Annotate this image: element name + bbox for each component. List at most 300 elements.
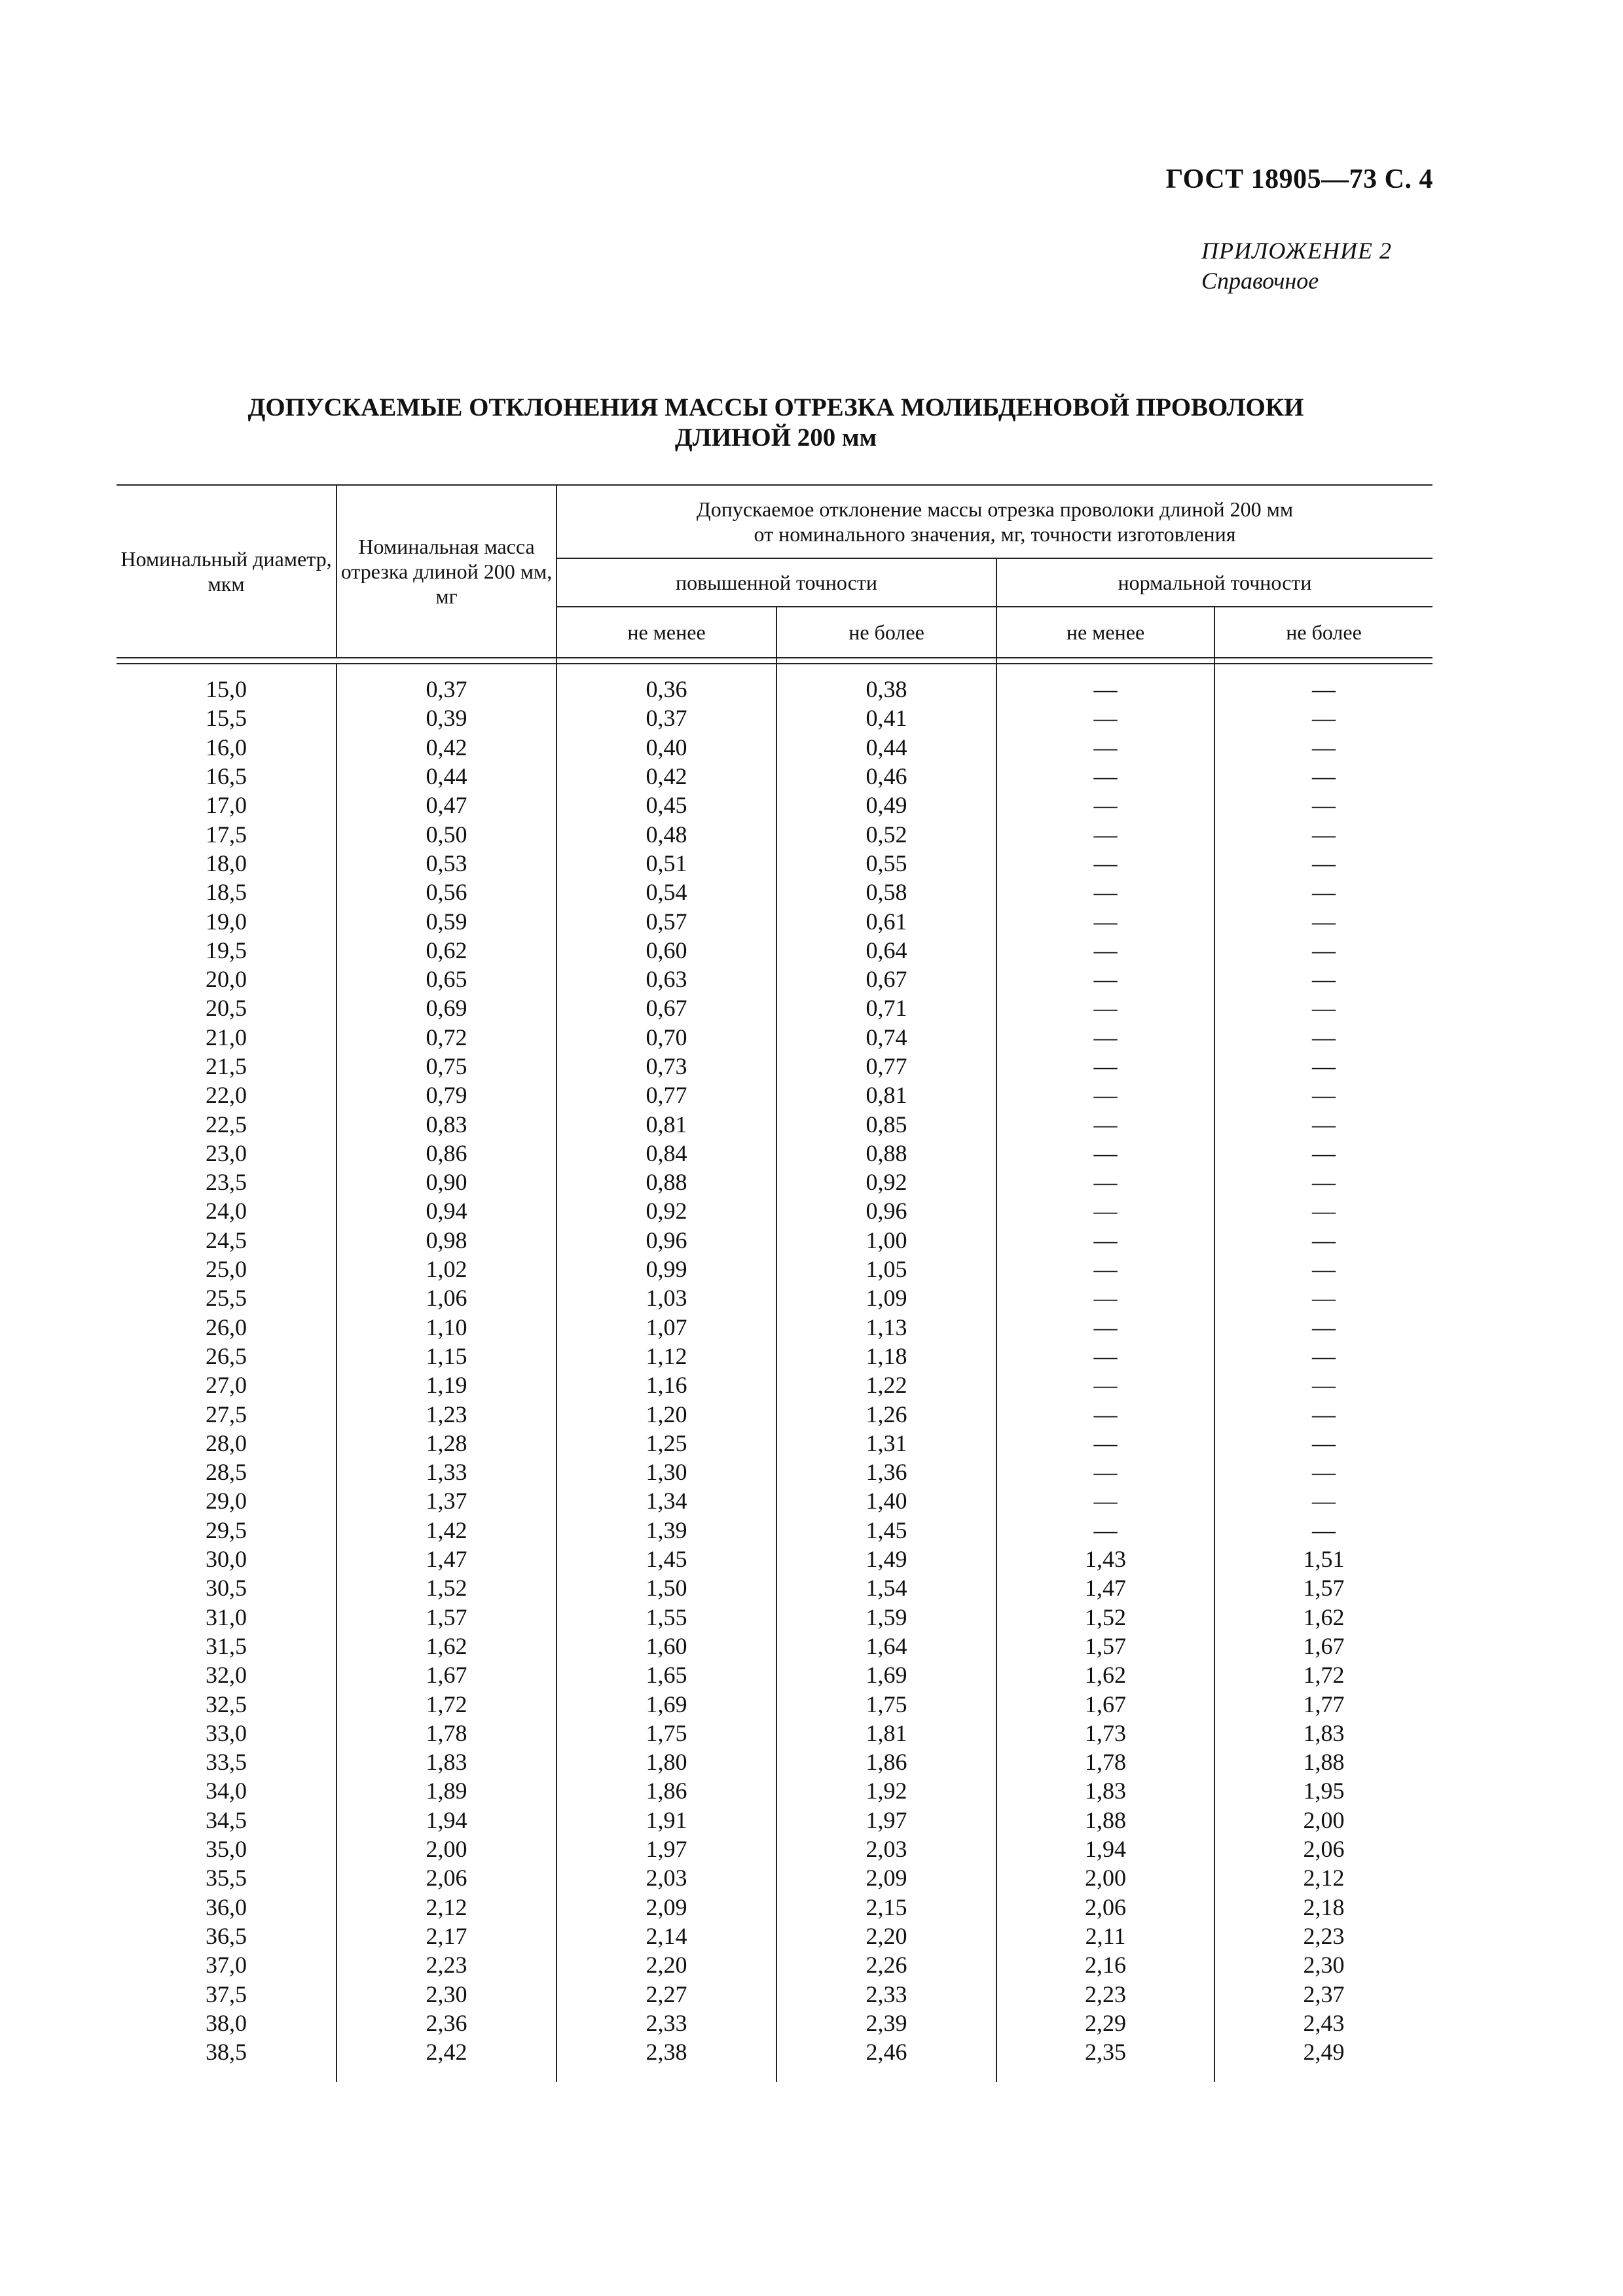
cell-normal-max: 1,72 (1214, 1660, 1432, 1689)
cell-nominal-mass: 1,42 (337, 1516, 556, 1545)
cell-diameter: 25,0 (206, 1256, 247, 1283)
cell-normal-max: — (1214, 1399, 1432, 1428)
cell-high-min: 1,50 (556, 1573, 776, 1602)
cell-diameter: 36,0 (206, 1893, 247, 1920)
deviation-table-wrap (117, 484, 1432, 2082)
cell-normal-min: 1,43 (996, 1545, 1214, 1573)
cell-normal-min: — (996, 1313, 1214, 1342)
cell-nominal-mass: 0,53 (337, 849, 556, 878)
spacer-cell (556, 2066, 776, 2082)
cell-normal-min: — (996, 819, 1214, 848)
table-row (117, 1109, 1432, 1138)
cell-diameter: 29,5 (206, 1516, 247, 1543)
cell-diameter: 38,5 (206, 2039, 247, 2066)
table-row (117, 762, 1432, 791)
cell-normal-max: 1,95 (1214, 1776, 1432, 1805)
cell-diameter: 26,5 (206, 1342, 247, 1369)
cell-high-max: 1,45 (776, 1516, 996, 1545)
cell-normal-min: — (996, 1399, 1214, 1428)
table-row (117, 1632, 1432, 1660)
cell-high-min: 1,60 (556, 1632, 776, 1660)
cell-high-min: 0,48 (556, 819, 776, 848)
header-deviation-line2: от номинального значения, мг, точности изготовления (754, 522, 1236, 546)
table-row (117, 1603, 1432, 1632)
cell-high-min: 2,03 (556, 1863, 776, 1892)
cell-high-min: 1,80 (556, 1748, 776, 1776)
cell-normal-min: 1,73 (996, 1719, 1214, 1748)
table-title-line2: ДЛИНОЙ 200 мм (674, 423, 877, 452)
cell-nominal-mass: 1,62 (337, 1632, 556, 1660)
spacer-cell (996, 2066, 1214, 2082)
appendix-kind: Справочное (1201, 268, 1319, 294)
cell-diameter: 21,0 (206, 1024, 247, 1050)
table-row (117, 1023, 1432, 1052)
cell-normal-max: — (1214, 994, 1432, 1022)
cell-diameter: 33,5 (206, 1749, 247, 1776)
cell-nominal-mass: 2,36 (337, 2009, 556, 2037)
cell-high-max: 0,81 (776, 1081, 996, 1109)
cell-high-min: 2,14 (556, 1922, 776, 1950)
cell-high-max: 0,77 (776, 1052, 996, 1081)
cell-high-max: 2,09 (776, 1863, 996, 1892)
cell-nominal-mass: 1,02 (337, 1255, 556, 1283)
cell-normal-max: 2,06 (1214, 1835, 1432, 1863)
table-row (117, 1283, 1432, 1312)
table-row (117, 1776, 1432, 1805)
cell-normal-max: — (1214, 791, 1432, 819)
cell-high-min: 1,12 (556, 1342, 776, 1371)
cell-normal-min: 1,57 (996, 1632, 1214, 1660)
cell-diameter: 23,5 (206, 1169, 247, 1196)
spacer-cell (556, 664, 776, 675)
table-row (117, 994, 1432, 1022)
cell-high-max: 1,00 (776, 1226, 996, 1255)
table-row (117, 733, 1432, 762)
cell-high-max: 0,49 (776, 791, 996, 819)
cell-nominal-mass: 0,65 (337, 965, 556, 994)
cell-high-max: 1,05 (776, 1255, 996, 1283)
cell-normal-max: 1,67 (1214, 1632, 1432, 1660)
cell-high-max: 0,96 (776, 1196, 996, 1225)
cell-high-max: 1,22 (776, 1371, 996, 1399)
cell-normal-min: — (996, 791, 1214, 819)
cell-diameter: 28,0 (206, 1429, 247, 1456)
cell-normal-max: — (1214, 733, 1432, 762)
cell-high-min: 0,67 (556, 994, 776, 1022)
table-row (117, 1052, 1432, 1081)
cell-high-min: 0,81 (556, 1109, 776, 1138)
cell-high-min: 1,75 (556, 1719, 776, 1748)
cell-diameter: 31,0 (206, 1604, 247, 1630)
cell-normal-max: 2,37 (1214, 1979, 1432, 2008)
cell-diameter: 20,5 (206, 995, 247, 1022)
separator-cell (996, 658, 1214, 664)
cell-diameter: 19,5 (206, 937, 247, 963)
cell-high-min: 0,36 (556, 675, 776, 704)
table-row (117, 1399, 1432, 1428)
cell-high-max: 1,81 (776, 1719, 996, 1748)
cell-normal-min: — (996, 1342, 1214, 1371)
cell-normal-max: — (1214, 1371, 1432, 1399)
cell-high-min: 0,37 (556, 704, 776, 732)
cell-normal-min: 2,29 (996, 2009, 1214, 2037)
cell-high-max: 0,55 (776, 849, 996, 878)
cell-nominal-mass: 0,56 (337, 878, 556, 906)
table-row (117, 1516, 1432, 1545)
table-row (117, 1255, 1432, 1283)
table-row (117, 1139, 1432, 1168)
cell-normal-max: — (1214, 1429, 1432, 1458)
cell-normal-min: — (996, 1081, 1214, 1109)
cell-high-max: 1,13 (776, 1313, 996, 1342)
table-row (117, 1748, 1432, 1776)
header-diameter: Номинальный диаметр, мкм (117, 485, 337, 658)
cell-high-max: 0,88 (776, 1139, 996, 1168)
spacer-cell (337, 2066, 556, 2082)
table-row (117, 1313, 1432, 1342)
cell-normal-max: — (1214, 1313, 1432, 1342)
cell-normal-min: — (996, 1255, 1214, 1283)
cell-diameter: 25,5 (206, 1285, 247, 1312)
cell-high-min: 0,42 (556, 762, 776, 791)
page-header: ГОСТ 18905—73 С. 4 (1165, 164, 1433, 194)
cell-normal-min: 2,11 (996, 1922, 1214, 1950)
cell-diameter: 15,5 (206, 705, 247, 732)
cell-normal-min: — (996, 849, 1214, 878)
cell-normal-min: — (996, 1023, 1214, 1052)
cell-nominal-mass: 0,75 (337, 1052, 556, 1081)
spacer-cell (117, 664, 337, 675)
cell-diameter: 17,0 (206, 792, 247, 819)
cell-high-min: 0,40 (556, 733, 776, 762)
cell-normal-min: 2,00 (996, 1863, 1214, 1892)
cell-high-max: 2,33 (776, 1979, 996, 2008)
table-row (117, 1168, 1432, 1196)
cell-high-min: 0,60 (556, 936, 776, 965)
cell-nominal-mass: 2,06 (337, 1863, 556, 1892)
cell-high-min: 1,39 (556, 1516, 776, 1545)
spacer-cell (1214, 664, 1432, 675)
cell-normal-min: — (996, 675, 1214, 704)
header-deviation-line1: Допускаемое отклонение массы отрезка проволоки длиной 200 мм (696, 497, 1294, 521)
cell-high-min: 1,91 (556, 1806, 776, 1835)
cell-normal-max: — (1214, 1255, 1432, 1283)
cell-normal-min: — (996, 1486, 1214, 1515)
table-row (117, 1835, 1432, 1863)
cell-normal-max: — (1214, 1023, 1432, 1052)
cell-normal-min: — (996, 965, 1214, 994)
cell-nominal-mass: 2,30 (337, 1979, 556, 2008)
cell-high-min: 1,07 (556, 1313, 776, 1342)
cell-high-min: 1,20 (556, 1399, 776, 1428)
cell-high-max: 1,86 (776, 1748, 996, 1776)
cell-nominal-mass: 1,78 (337, 1719, 556, 1748)
cell-high-max: 0,41 (776, 704, 996, 732)
cell-diameter: 37,0 (206, 1952, 247, 1979)
cell-normal-min: — (996, 936, 1214, 965)
cell-normal-min: — (996, 1371, 1214, 1399)
cell-normal-min: — (996, 994, 1214, 1022)
cell-normal-max: — (1214, 1283, 1432, 1312)
cell-high-min: 1,55 (556, 1603, 776, 1632)
cell-normal-max: — (1214, 878, 1432, 906)
spacer-cell (996, 664, 1214, 675)
cell-normal-max: 1,57 (1214, 1573, 1432, 1602)
cell-normal-min: 1,83 (996, 1776, 1214, 1805)
cell-normal-min: — (996, 1168, 1214, 1196)
cell-high-max: 0,58 (776, 878, 996, 906)
cell-diameter: 34,5 (206, 1806, 247, 1833)
cell-normal-max: — (1214, 906, 1432, 935)
cell-diameter: 16,0 (206, 734, 247, 761)
cell-normal-max: 2,43 (1214, 2009, 1432, 2037)
cell-normal-min: 2,16 (996, 1950, 1214, 1979)
cell-normal-max: — (1214, 1342, 1432, 1371)
cell-normal-min: 1,94 (996, 1835, 1214, 1863)
cell-high-max: 2,03 (776, 1835, 996, 1863)
cell-diameter: 22,0 (206, 1082, 247, 1109)
cell-diameter: 30,0 (206, 1546, 247, 1573)
cell-high-max: 0,44 (776, 733, 996, 762)
cell-high-min: 2,33 (556, 2009, 776, 2037)
table-row (117, 1806, 1432, 1835)
cell-high-min: 0,96 (556, 1226, 776, 1255)
table-row (117, 965, 1432, 994)
table-row (117, 2009, 1432, 2037)
cell-normal-min: — (996, 1139, 1214, 1168)
header-nominal-mass: Номинальная масса отрезка длиной 200 мм, мг (337, 485, 556, 658)
separator-left (117, 658, 556, 664)
cell-normal-max: — (1214, 1168, 1432, 1196)
header-normal-max: не более (1214, 607, 1432, 658)
cell-normal-max: — (1214, 849, 1432, 878)
cell-diameter: 19,0 (206, 908, 247, 935)
table-row (117, 675, 1432, 704)
cell-diameter: 22,5 (206, 1111, 247, 1138)
cell-nominal-mass: 1,94 (337, 1806, 556, 1835)
table-row (117, 791, 1432, 819)
header-high-min: не менее (556, 607, 776, 658)
cell-high-max: 1,18 (776, 1342, 996, 1371)
cell-diameter: 16,5 (206, 763, 247, 790)
cell-diameter: 18,0 (206, 850, 247, 876)
appendix-number: ПРИЛОЖЕНИЕ 2 (1201, 238, 1392, 264)
table-row (117, 1429, 1432, 1458)
table-spacer (117, 664, 1432, 675)
cell-normal-max: — (1214, 965, 1432, 994)
cell-nominal-mass: 2,12 (337, 1892, 556, 1921)
table-row (117, 1660, 1432, 1689)
cell-nominal-mass: 0,62 (337, 936, 556, 965)
table-row (117, 1922, 1432, 1950)
cell-normal-min: — (996, 762, 1214, 791)
cell-nominal-mass: 0,90 (337, 1168, 556, 1196)
cell-normal-max: — (1214, 1516, 1432, 1545)
cell-normal-min: 1,67 (996, 1689, 1214, 1718)
cell-high-max: 1,97 (776, 1806, 996, 1835)
table-row (117, 1689, 1432, 1718)
cell-normal-min: — (996, 906, 1214, 935)
cell-nominal-mass: 1,57 (337, 1603, 556, 1632)
cell-normal-max: 1,62 (1214, 1603, 1432, 1632)
cell-normal-max: — (1214, 936, 1432, 965)
cell-diameter: 35,0 (206, 1836, 247, 1863)
cell-nominal-mass: 0,69 (337, 994, 556, 1022)
cell-nominal-mass: 0,44 (337, 762, 556, 791)
cell-normal-min: 1,47 (996, 1573, 1214, 1602)
table-row (117, 849, 1432, 878)
header-normal-accuracy: нормальной точности (996, 558, 1432, 607)
cell-high-min: 2,27 (556, 1979, 776, 2008)
table-row (117, 1863, 1432, 1892)
cell-normal-min: — (996, 878, 1214, 906)
cell-diameter: 24,5 (206, 1227, 247, 1253)
cell-diameter: 27,5 (206, 1401, 247, 1427)
cell-normal-min: 2,06 (996, 1892, 1214, 1921)
cell-nominal-mass: 2,23 (337, 1950, 556, 1979)
appendix-label-block (1201, 236, 1392, 296)
cell-nominal-mass: 1,23 (337, 1399, 556, 1428)
cell-high-max: 1,92 (776, 1776, 996, 1805)
cell-high-max: 1,40 (776, 1486, 996, 1515)
cell-diameter: 15,0 (206, 676, 247, 703)
cell-nominal-mass: 1,28 (337, 1429, 556, 1458)
cell-normal-max: — (1214, 1226, 1432, 1255)
cell-high-min: 1,45 (556, 1545, 776, 1573)
table-row (117, 1892, 1432, 1921)
cell-normal-max: 2,00 (1214, 1806, 1432, 1835)
cell-diameter: 32,5 (206, 1691, 247, 1717)
cell-normal-max: — (1214, 1196, 1432, 1225)
header-high-accuracy: повышенной точности (556, 558, 996, 607)
cell-diameter: 36,5 (206, 1922, 247, 1949)
table-row (117, 1458, 1432, 1486)
table-row (117, 936, 1432, 965)
cell-high-max: 0,52 (776, 819, 996, 848)
cell-high-max: 0,71 (776, 994, 996, 1022)
cell-diameter: 31,5 (206, 1632, 247, 1659)
cell-nominal-mass: 1,19 (337, 1371, 556, 1399)
cell-nominal-mass: 0,86 (337, 1139, 556, 1168)
cell-nominal-mass: 0,59 (337, 906, 556, 935)
cell-high-max: 1,69 (776, 1660, 996, 1689)
cell-diameter: 28,5 (206, 1459, 247, 1486)
cell-normal-max: — (1214, 704, 1432, 732)
cell-high-min: 0,63 (556, 965, 776, 994)
cell-high-min: 1,86 (556, 1776, 776, 1805)
cell-normal-min: — (996, 1283, 1214, 1312)
cell-high-max: 1,54 (776, 1573, 996, 1602)
cell-diameter: 30,5 (206, 1575, 247, 1602)
cell-diameter: 34,0 (206, 1778, 247, 1804)
cell-nominal-mass: 1,83 (337, 1748, 556, 1776)
separator-cell (1214, 658, 1432, 664)
cell-normal-min: — (996, 1052, 1214, 1081)
cell-high-min: 0,51 (556, 849, 776, 878)
cell-high-max: 1,31 (776, 1429, 996, 1458)
cell-normal-max: — (1214, 1081, 1432, 1109)
cell-high-max: 0,46 (776, 762, 996, 791)
table-row (117, 1979, 1432, 2008)
cell-normal-max: — (1214, 1109, 1432, 1138)
cell-high-max: 1,09 (776, 1283, 996, 1312)
header-deviation (556, 485, 1432, 558)
cell-normal-min: — (996, 1226, 1214, 1255)
cell-diameter: 24,0 (206, 1198, 247, 1225)
cell-nominal-mass: 1,72 (337, 1689, 556, 1718)
cell-high-max: 0,92 (776, 1168, 996, 1196)
cell-normal-min: 1,88 (996, 1806, 1214, 1835)
cell-high-min: 1,97 (556, 1835, 776, 1863)
cell-high-max: 1,59 (776, 1603, 996, 1632)
cell-normal-max: — (1214, 675, 1432, 704)
cell-high-max: 1,36 (776, 1458, 996, 1486)
table-row (117, 1545, 1432, 1573)
cell-nominal-mass: 1,67 (337, 1660, 556, 1689)
cell-nominal-mass: 1,52 (337, 1573, 556, 1602)
cell-high-min: 1,69 (556, 1689, 776, 1718)
table-title-line1: ДОПУСКАЕМЫЕ ОТКЛОНЕНИЯ МАССЫ ОТРЕЗКА МОЛИБДЕНОВОЙ ПРОВОЛОКИ (247, 393, 1304, 422)
cell-high-max: 2,20 (776, 1922, 996, 1950)
cell-diameter: 32,0 (206, 1662, 247, 1689)
table-row (117, 1226, 1432, 1255)
table-row (117, 1950, 1432, 1979)
cell-high-min: 0,45 (556, 791, 776, 819)
cell-high-max: 2,39 (776, 2009, 996, 2037)
cell-high-min: 0,54 (556, 878, 776, 906)
spacer-cell (776, 2066, 996, 2082)
cell-high-min: 0,57 (556, 906, 776, 935)
cell-normal-max: 1,88 (1214, 1748, 1432, 1776)
separator-cell (776, 658, 996, 664)
spacer-cell (776, 664, 996, 675)
cell-high-max: 2,15 (776, 1892, 996, 1921)
cell-nominal-mass: 2,42 (337, 2037, 556, 2066)
header-high-max: не более (776, 607, 996, 658)
cell-normal-max: 2,12 (1214, 1863, 1432, 1892)
cell-diameter: 26,0 (206, 1314, 247, 1340)
cell-normal-min: 1,62 (996, 1660, 1214, 1689)
cell-normal-max: 1,77 (1214, 1689, 1432, 1718)
cell-normal-max: 2,30 (1214, 1950, 1432, 1979)
cell-high-min: 1,65 (556, 1660, 776, 1689)
cell-high-min: 2,20 (556, 1950, 776, 1979)
cell-nominal-mass: 1,47 (337, 1545, 556, 1573)
cell-normal-min: — (996, 1458, 1214, 1486)
cell-high-max: 0,67 (776, 965, 996, 994)
cell-diameter: 35,5 (206, 1865, 247, 1892)
cell-normal-min: — (996, 1109, 1214, 1138)
cell-normal-max: — (1214, 1486, 1432, 1515)
cell-nominal-mass: 0,72 (337, 1023, 556, 1052)
table-row (117, 1486, 1432, 1515)
cell-high-max: 1,75 (776, 1689, 996, 1718)
cell-normal-max: — (1214, 762, 1432, 791)
table-row (117, 1196, 1432, 1225)
table-row (117, 1081, 1432, 1109)
cell-high-max: 0,85 (776, 1109, 996, 1138)
table-row (117, 1371, 1432, 1399)
cell-normal-max: 2,23 (1214, 1922, 1432, 1950)
cell-high-min: 2,09 (556, 1892, 776, 1921)
cell-normal-max: 1,83 (1214, 1719, 1432, 1748)
cell-nominal-mass: 0,83 (337, 1109, 556, 1138)
cell-high-min: 0,99 (556, 1255, 776, 1283)
table-row (117, 819, 1432, 848)
cell-diameter: 17,5 (206, 821, 247, 848)
cell-normal-max: 1,51 (1214, 1545, 1432, 1573)
cell-nominal-mass: 0,39 (337, 704, 556, 732)
